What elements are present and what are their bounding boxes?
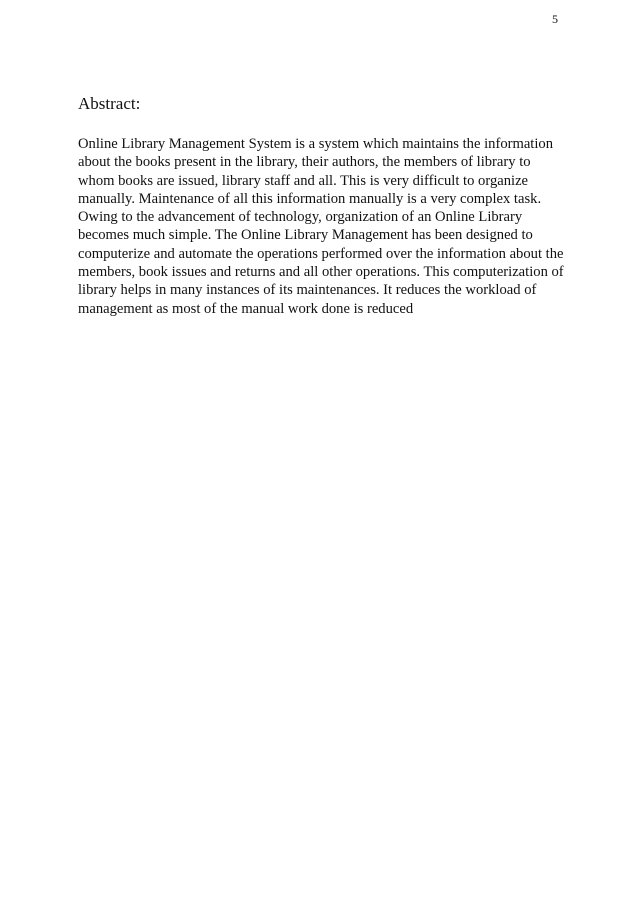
- abstract-line: Online Library Management System is a system which maintains the information: [78, 136, 554, 152]
- abstract-line: whom books are issued, library staff and all. This is very difficult to organize: [78, 172, 529, 189]
- page-number: 5: [552, 12, 558, 26]
- abstract-line: computerize and automate the operations performed over the information about the: [78, 245, 564, 262]
- abstract-paragraph: [78, 135, 598, 318]
- abstract-line: members, book issues and returns and all other operations. This computerization of: [78, 264, 564, 281]
- abstract-line: becomes much simple. The Online Library Management has been designed to: [78, 227, 533, 244]
- abstract-heading: Abstract:: [78, 94, 141, 113]
- abstract-line: management as most of the manual work done is reduced: [78, 300, 414, 317]
- abstract-line: library helps in many instances of its maintenances. It reduces the workload of: [78, 282, 537, 299]
- abstract-line: about the books present in the library, their authors, the members of library to: [78, 154, 531, 171]
- abstract-line: Owing to the advancement of technology, organization of an Online Library: [78, 209, 523, 226]
- abstract-line: manually. Maintenance of all this information manually is a very complex task.: [78, 190, 542, 207]
